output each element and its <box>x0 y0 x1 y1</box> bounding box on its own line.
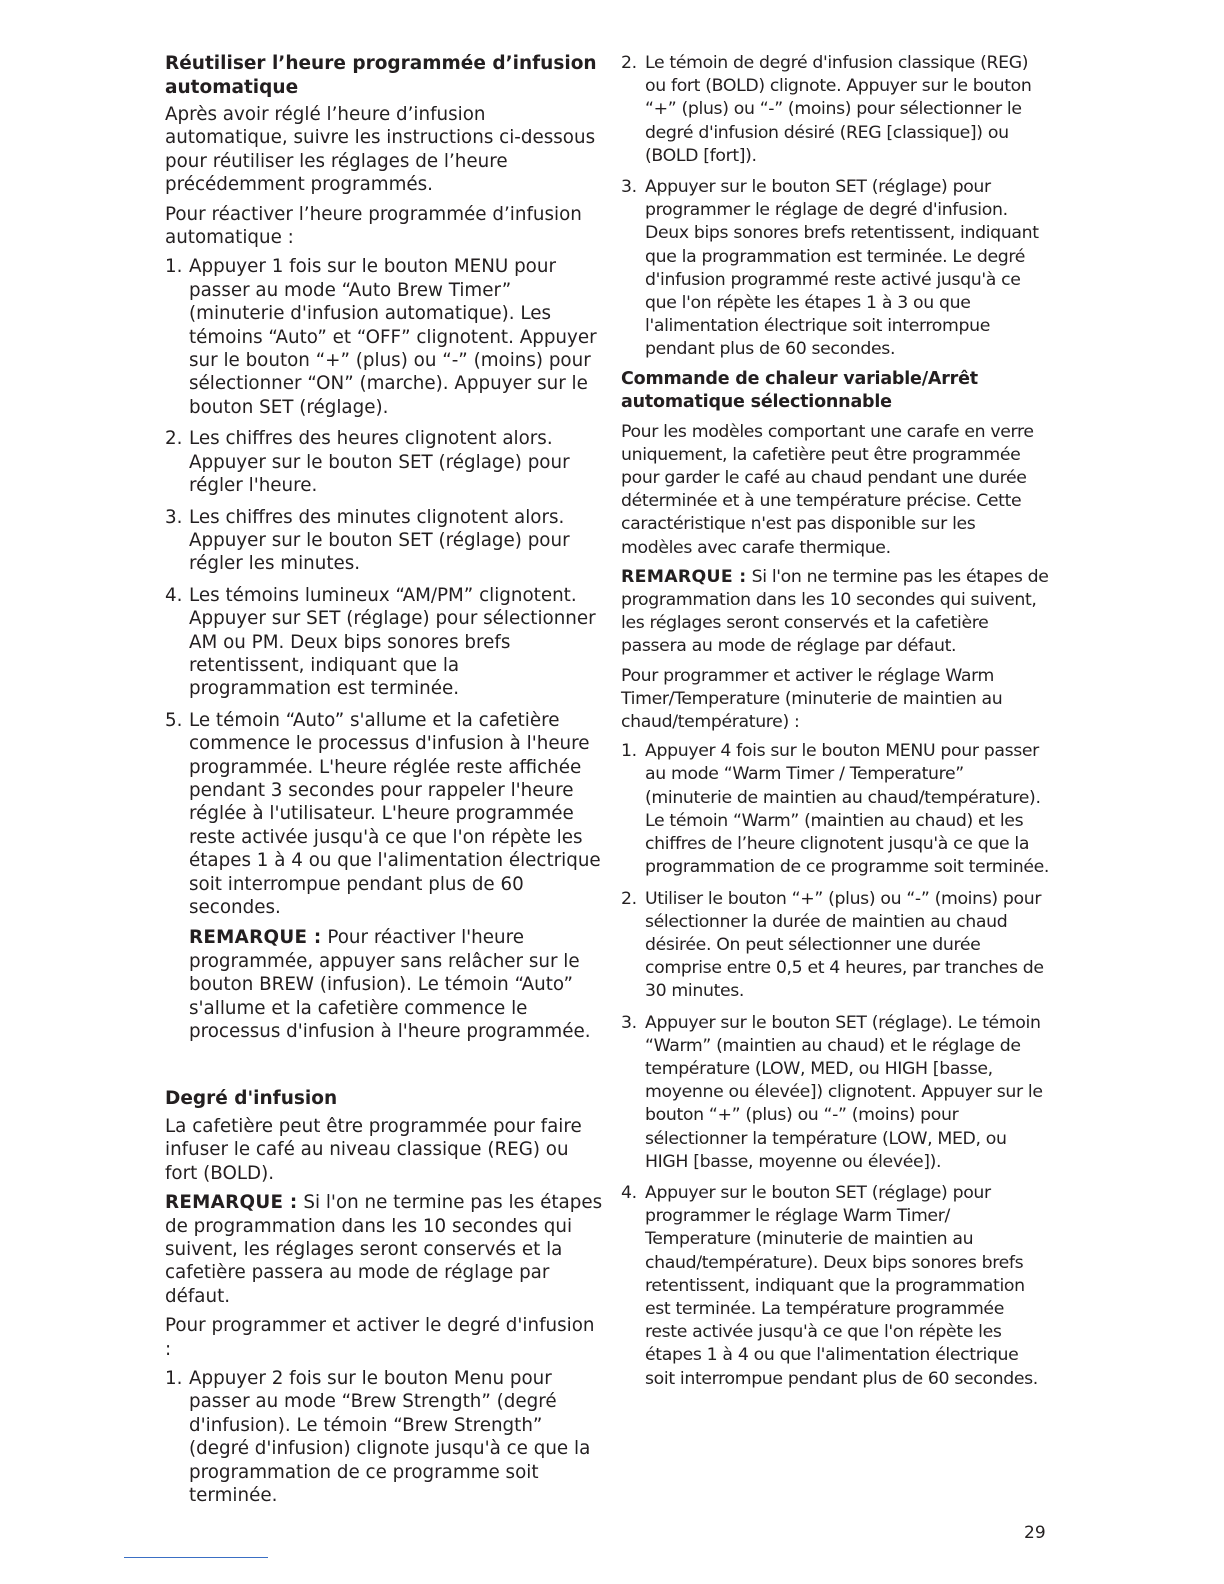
step-text: Le témoin “Auto” s'allume et la cafetière commence le processus d'infusion à l'heure programmée. L'heure réglée reste affichée pendant 3 secondes pour rappeler l'heure réglée à l'utilisateur. L'heure programmée reste activée jusqu'à ce que l'on répète les étapes 1 à 4 ou que l'alimentation électrique soit interrompue pendant plus de 60 secondes. <box>189 709 601 918</box>
section-lead: Pour réactiver l’heure programmée d’infusion automatique : <box>165 203 582 249</box>
section-lead: Pour programmer et activer le degré d'infusion : <box>165 1315 595 1360</box>
list-item <box>621 1182 1051 1391</box>
list-item <box>621 1012 1051 1174</box>
step-text: Appuyer 1 fois sur le bouton MENU pour passer au mode “Auto Brew Timer” (minuterie d'infusion automatique). Les témoins “Auto” et “OFF” clignotent. Appuyer sur le bouton “+” (plus) ou “-” (moins) pour sélectionner “ON” (marche). Appuyer sur le bouton SET (réglage). <box>189 256 597 418</box>
note-text: Si l'on ne termine pas les étapes de programmation dans les 10 secondes qui suivent, les réglages seront conservés et la cafetière passera au mode de réglage par défaut. <box>621 566 1049 657</box>
footer-rule <box>124 1557 268 1558</box>
steps-list-brew-strength <box>165 1367 605 1507</box>
list-item <box>621 176 1051 362</box>
list-item <box>165 709 605 920</box>
list-item <box>165 255 605 419</box>
list-item <box>165 584 605 701</box>
step-text: Appuyer 4 fois sur le bouton MENU pour passer au mode “Warm Timer / Temperature” (minuterie de maintien au chaud/température). Le témoin “Warm” (maintien au chaud) et les chiffres de l’heure clignotent jusqu'à ce que la programmation de ce programme soit terminée. <box>645 741 1050 878</box>
section-intro: La cafetière peut être programmée pour faire infuser le café au niveau classique (REG) ou fort (BOLD). <box>165 1115 582 1184</box>
step-text: Utiliser le bouton “+” (plus) ou “-” (moins) pour sélectionner la durée de maintien au chaud désirée. On peut sélectionner une durée comprise entre 0,5 et 4 heures, par tranches de 30 minutes. <box>645 888 1044 1002</box>
steps-list-brew-strength-continued <box>621 52 1051 362</box>
step-number: 4. <box>165 584 183 606</box>
list-item <box>165 506 605 576</box>
list-item <box>621 740 1051 879</box>
section-intro: Pour les modèles comportant une carafe en verre uniquement, la cafetière peut être programmée pour garder le café au chaud pendant une durée déterminée et à une température précise. Cette caractéristique n'est pas disponible sur les modèles avec carafe thermique. <box>621 421 1034 558</box>
section-heading-brew-strength: Degré d'infusion <box>165 1088 338 1110</box>
step-number: 1. <box>621 741 637 762</box>
note-label: REMARQUE : <box>165 1192 298 1214</box>
step-number: 3. <box>621 1012 637 1033</box>
step-text: Appuyer sur le bouton SET (réglage) pour programmer le réglage Warm Timer/ Temperature (minuterie de maintien au chaud/température). Deux bips sonores brefs retentissent, indiquant que la programmation est terminée. La température programmée reste activée jusqu'à ce que l'on répète les étapes 1 à 4 ou que l'alimentation électrique soit interrompue pendant plus de 60 secondes. <box>645 1182 1038 1389</box>
list-item <box>621 52 1051 168</box>
steps-list-reuse <box>165 255 605 919</box>
section-heading-reuse-auto-brew: Réutiliser l’heure programmée d’infusion automatique <box>165 53 597 98</box>
step-number: 4. <box>621 1182 637 1203</box>
step-text: Appuyer 2 fois sur le bouton Menu pour passer au mode “Brew Strength” (degré d'infusion). Le témoin “Brew Strength” (degré d'infusion) clignote jusqu'à ce que la programmation de ce programme soit terminée. <box>189 1368 591 1507</box>
section-intro: Après avoir réglé l’heure d’infusion automatique, suivre les instructions ci-dessous pour réutiliser les réglages de l’heure précédemment programmés. <box>165 104 596 196</box>
note-text: Si l'on ne termine pas les étapes de programmation dans les 10 secondes qui suivent, les réglages seront conservés et la cafetière passera au mode de réglage par défaut. <box>165 1192 603 1307</box>
step-number: 2. <box>165 428 183 450</box>
note-text: Pour réactiver l'heure programmée, appuyer sans relâcher sur le bouton BREW (infusion). Le témoin “Auto” s'allume et la cafetière commence le processus d'infusion à l'heure programmée. <box>189 927 591 1043</box>
note-reuse <box>165 926 605 1043</box>
step-number: 1. <box>165 256 183 278</box>
step-number: 5. <box>165 709 183 731</box>
left-column <box>165 52 605 1507</box>
list-item <box>165 427 605 497</box>
note-brew-strength <box>165 1191 605 1308</box>
step-text: Les chiffres des minutes clignotent alors. Appuyer sur le bouton SET (réglage) pour régler les minutes. <box>189 506 570 575</box>
steps-list-warm-timer <box>621 740 1051 1390</box>
right-column <box>621 52 1051 1391</box>
step-number: 2. <box>621 53 637 73</box>
step-text: Appuyer sur le bouton SET (réglage) pour programmer le réglage de degré d'infusion. Deux bips sonores brefs retentissent, indiquant que la programmation est terminée. Le degré d'infusion programmé reste activé jusqu'à ce que l'on répète les étapes 1 à 3 ou que l'alimentation électrique soit interrompue pendant plus de 60 secondes. <box>645 177 1039 360</box>
section-lead: Pour programmer et activer le réglage Warm Timer/Temperature (minuterie de maintien au chaud/température) : <box>621 665 1003 733</box>
step-number: 1. <box>165 1368 183 1389</box>
note-label: REMARQUE : <box>621 566 747 587</box>
note-variable-heat <box>621 566 1051 659</box>
page-number: 29 <box>1024 1523 1046 1543</box>
list-item <box>621 888 1051 1004</box>
step-text: Les chiffres des heures clignotent alors. Appuyer sur le bouton SET (réglage) pour régler l'heure. <box>189 428 570 497</box>
step-number: 3. <box>165 506 183 528</box>
step-number: 2. <box>621 888 637 909</box>
step-number: 3. <box>621 177 637 198</box>
list-item <box>165 1367 605 1507</box>
step-text: Les témoins lumineux “AM/PM” clignotent. Appuyer sur SET (réglage) pour sélectionner AM ou PM. Deux bips sonores brefs retentissent, indiquant que la programmation est terminée. <box>189 584 596 700</box>
section-heading-variable-heat: Commande de chaleur variable/Arrêt automatique sélectionnable <box>621 368 978 413</box>
note-label: REMARQUE : <box>189 927 322 949</box>
step-text: Appuyer sur le bouton SET (réglage). Le témoin “Warm” (maintien au chaud) et le réglage de température (LOW, MED, ou HIGH [basse, moyenne ou élevée]) clignotent. Appuyer sur le bouton “+” (plus) ou “-” (moins) pour sélectionner la température (LOW, MED, ou HIGH [basse, moyenne ou élevée]). <box>645 1012 1043 1172</box>
step-text: Le témoin de degré d'infusion classique (REG) ou fort (BOLD) clignote. Appuyer sur le bouton “+” (plus) ou “-” (moins) pour sélectionner le degré d'infusion désiré (REG [classique]) ou (BOLD [fort]). <box>645 53 1032 166</box>
